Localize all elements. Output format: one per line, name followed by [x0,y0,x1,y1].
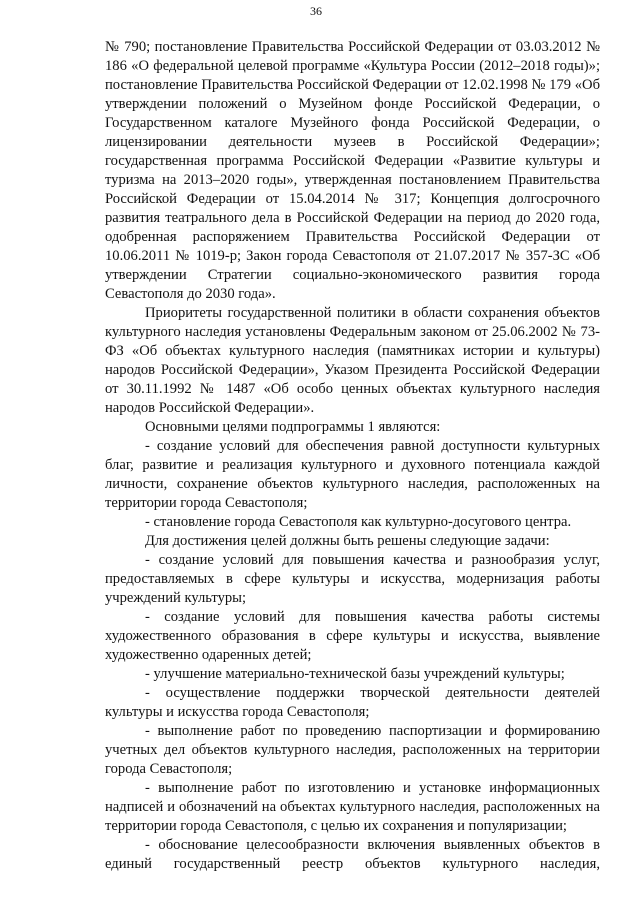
task-item: - обоснование целесообразности включения выявленных объектов в единый государственный реестр объектов культурного наследия, [105,837,600,872]
document-body [105,38,600,874]
paragraph-tasks-heading: Для достижения целей должны быть решены следующие задачи: [145,533,550,549]
task-item: - улучшение материально-технической базы учреждений культуры; [145,666,565,682]
goal-item: - создание условий для обеспечения равной доступности культурных благ, развитие и реализация культурного и духовного потенциала каждой личности, сохранение объектов культурного наследия, расположенных на территории города Севастополя; [105,438,600,511]
paragraph-goals-heading: Основными целями подпрограммы 1 являются: [145,419,441,435]
task-item: - осуществление поддержки творческой деятельности деятелей культуры и искусства города Севастополя; [105,685,600,720]
paragraph-legal-acts: № 790; постановление Правительства Российской Федерации от 03.03.2012 № 186 «О федеральной целевой программе «Культура России (2012–2018 годы)»; постановление Правительства Российской Федерации от 12.02.1998 № 179 «Об утверждении положений о Музейном фонде Российской Федерации, о Государственном каталоге Музейного фонда Российской Федерации, о лицензировании деятельности музеев в Российской Федерации»; государственная программа Российской Федерации «Развитие культуры и туризма на 2013–2020 годы», утвержденная постановлением Правительства Российской Федерации от 15.04.2014 № 317; Концепция долгосрочного развития театрального дела в Российской Федерации на период до 2020 года, одобренная распоряжением Правительства Российской Федерации от 10.06.2011 № 1019-р; Закон города Севастополя от 21.07.2017 № 357-ЗС «Об утверждении Стратегии социально-экономического развития города Севастополя до 2030 года». [105,39,600,302]
task-item: - создание условий для повышения качества и разнообразия услуг, предоставляемых в сфере культуры и искусства, модернизация работы учреждений культуры; [105,552,600,606]
task-item: - выполнение работ по изготовлению и установке информационных надписей и обозначений на объектах культурного наследия, расположенных на территории города Севастополя, с целью их сохранения и популяризации; [105,780,600,834]
task-item: - выполнение работ по проведению паспортизации и формированию учетных дел объектов культурного наследия, расположенных на территории города Севастополя; [105,723,600,777]
goal-item: - становление города Севастополя как культурно-досугового центра. [145,514,572,530]
page-number: 36 [310,4,322,18]
task-item: - создание условий для повышения качества работы системы художественного образования в сфере культуры и искусства, выявление художественно одаренных детей; [105,609,600,663]
paragraph-priorities: Приоритеты государственной политики в области сохранения объектов культурного наследия установлены Федеральным законом от 25.06.2002 № 73-ФЗ «Об объектах культурного наследия (памятниках истории и культуры) народов Российской Федерации», Указом Президента Российской Федерации от 30.11.1992 № 1487 «Об особо ценных объектах культурного наследия народов Российской Федерации». [105,305,600,416]
